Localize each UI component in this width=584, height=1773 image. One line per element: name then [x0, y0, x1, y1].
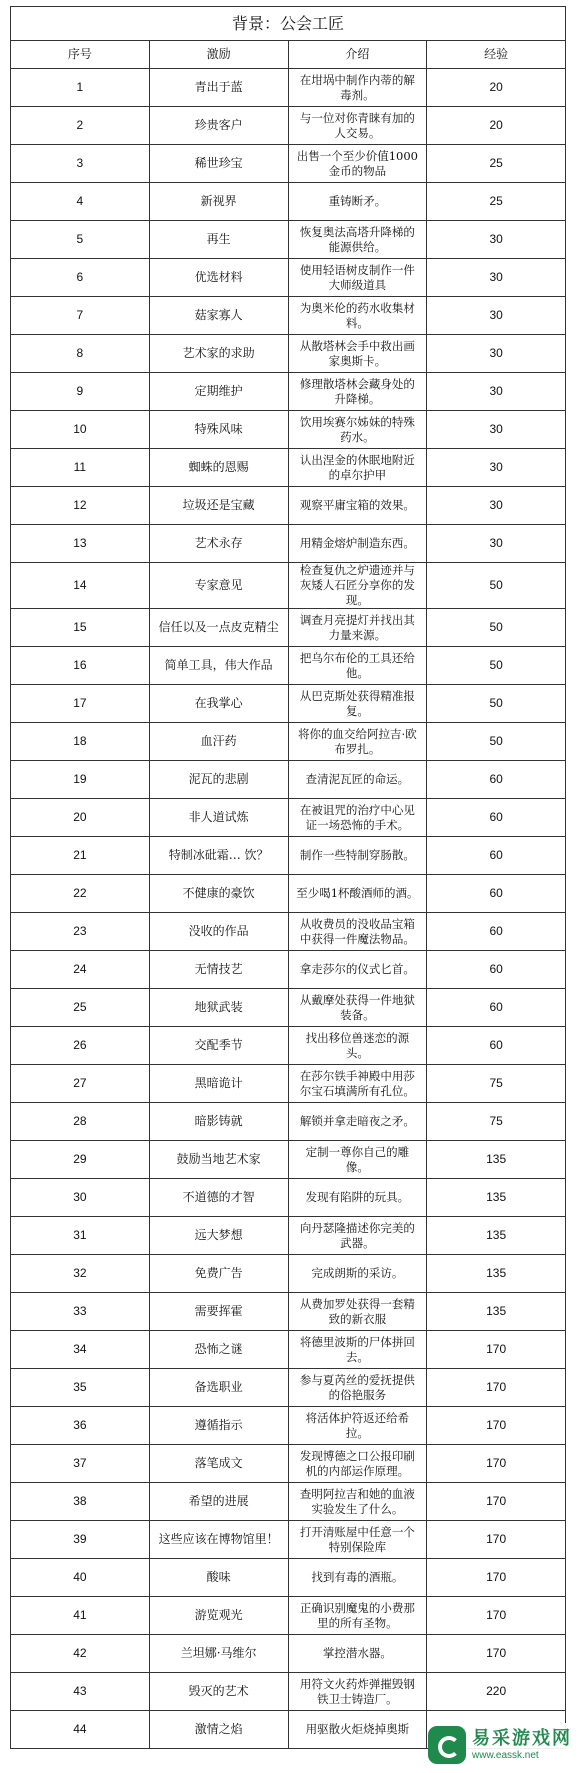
row-number: 37: [11, 1445, 150, 1483]
row-description: 把乌尔布伦的工具还给他。: [288, 647, 427, 685]
table-row: [11, 989, 566, 1027]
row-inspiration: 珍贵客户: [149, 107, 288, 145]
row-experience: 170: [427, 1407, 566, 1445]
row-inspiration: 非人道试炼: [149, 799, 288, 837]
table-row: [11, 951, 566, 989]
row-inspiration: 定期维护: [149, 373, 288, 411]
row-experience: 135: [427, 1255, 566, 1293]
row-experience: 135: [427, 1141, 566, 1179]
row-number: 2: [11, 107, 150, 145]
row-experience: 75: [427, 1103, 566, 1141]
row-experience: 60: [427, 989, 566, 1027]
row-experience: 30: [427, 221, 566, 259]
row-inspiration: 特制冰砒霜… 饮？: [149, 837, 288, 875]
header-experience: 经验: [427, 41, 566, 69]
row-inspiration: 优选材料: [149, 259, 288, 297]
row-number: 5: [11, 221, 150, 259]
data-sheet: [10, 6, 566, 1749]
row-number: 15: [11, 609, 150, 647]
row-inspiration: 兰坦娜·马维尔: [149, 1635, 288, 1673]
row-inspiration: 激情之焰: [149, 1711, 288, 1749]
row-inspiration: 鼓励当地艺术家: [149, 1141, 288, 1179]
row-number: 42: [11, 1635, 150, 1673]
row-experience: 170: [427, 1635, 566, 1673]
row-number: 24: [11, 951, 150, 989]
row-inspiration: 垃圾还是宝藏: [149, 487, 288, 525]
table-row: [11, 69, 566, 107]
table-row: [11, 1483, 566, 1521]
table-row: [11, 1597, 566, 1635]
header-inspiration: 激励: [149, 41, 288, 69]
row-experience: 170: [427, 1369, 566, 1407]
row-inspiration: 不道德的才智: [149, 1179, 288, 1217]
row-inspiration: 远大梦想: [149, 1217, 288, 1255]
row-description: 制作一些特制穿肠散。: [288, 837, 427, 875]
row-experience: 50: [427, 723, 566, 761]
table-row: [11, 563, 566, 609]
row-number: 16: [11, 647, 150, 685]
row-number: 44: [11, 1711, 150, 1749]
row-experience: 135: [427, 1217, 566, 1255]
row-inspiration: 交配季节: [149, 1027, 288, 1065]
row-number: 38: [11, 1483, 150, 1521]
row-description: 用驱散火炬烧掉奥斯: [288, 1711, 427, 1749]
table-row: [11, 685, 566, 723]
table-row: [11, 1369, 566, 1407]
row-description: 将你的血交给阿拉吉·欧布罗扎。: [288, 723, 427, 761]
row-description: 从收费员的没收品宝箱中获得一件魔法物品。: [288, 913, 427, 951]
table-row: [11, 525, 566, 563]
table-row: [11, 221, 566, 259]
row-number: 23: [11, 913, 150, 951]
row-experience: 60: [427, 913, 566, 951]
row-number: 3: [11, 145, 150, 183]
row-description: 观察平庸宝箱的效果。: [288, 487, 427, 525]
row-number: 35: [11, 1369, 150, 1407]
row-inspiration: 恐怖之谜: [149, 1331, 288, 1369]
row-description: 与一位对你青睐有加的人交易。: [288, 107, 427, 145]
row-inspiration: 菇家寡人: [149, 297, 288, 335]
row-description: 发现有陷阱的玩具。: [288, 1179, 427, 1217]
brand-logo-icon: [428, 1726, 466, 1764]
row-number: 30: [11, 1179, 150, 1217]
row-number: 36: [11, 1407, 150, 1445]
row-number: 39: [11, 1521, 150, 1559]
row-description: 定制一尊你自己的雕像。: [288, 1141, 427, 1179]
row-description: 找到有毒的酒瓶。: [288, 1559, 427, 1597]
row-experience: 25: [427, 183, 566, 221]
row-experience: 30: [427, 411, 566, 449]
table-row: [11, 107, 566, 145]
row-experience: 50: [427, 609, 566, 647]
row-description: 发现博德之口公报印刷机的内部运作原理。: [288, 1445, 427, 1483]
table-row: [11, 373, 566, 411]
row-number: 22: [11, 875, 150, 913]
row-experience: 60: [427, 1027, 566, 1065]
row-number: 7: [11, 297, 150, 335]
row-description: 检查复仇之炉遗迹并与灰矮人石匠分享你的发现。: [288, 563, 427, 609]
row-experience: 170: [427, 1331, 566, 1369]
row-experience: 170: [427, 1597, 566, 1635]
row-inspiration: 泥瓦的悲剧: [149, 761, 288, 799]
table-row: [11, 487, 566, 525]
row-inspiration: 蜘蛛的恩赐: [149, 449, 288, 487]
row-inspiration: 艺术家的求助: [149, 335, 288, 373]
row-number: 8: [11, 335, 150, 373]
row-experience: 135: [427, 1293, 566, 1331]
row-experience: 30: [427, 335, 566, 373]
row-inspiration: 特殊风味: [149, 411, 288, 449]
row-number: 41: [11, 1597, 150, 1635]
row-inspiration: 这些应该在博物馆里！: [149, 1521, 288, 1559]
row-inspiration: 在我掌心: [149, 685, 288, 723]
row-description: 使用轻语树皮制作一件大师级道具: [288, 259, 427, 297]
table-row: [11, 449, 566, 487]
guild-artisan-table: [10, 6, 566, 1749]
row-experience: 30: [427, 487, 566, 525]
row-inspiration: 酸味: [149, 1559, 288, 1597]
header-row: [11, 41, 566, 69]
row-inspiration: 暗影铸就: [149, 1103, 288, 1141]
row-inspiration: 地狱武装: [149, 989, 288, 1027]
table-row: [11, 1331, 566, 1369]
table-row: [11, 1559, 566, 1597]
table-row: [11, 1521, 566, 1559]
row-inspiration: 艺术永存: [149, 525, 288, 563]
row-inspiration: 专家意见: [149, 563, 288, 609]
row-number: 33: [11, 1293, 150, 1331]
row-number: 43: [11, 1673, 150, 1711]
row-number: 27: [11, 1065, 150, 1103]
row-description: 完成朗斯的采访。: [288, 1255, 427, 1293]
row-experience: 60: [427, 837, 566, 875]
row-inspiration: 新视界: [149, 183, 288, 221]
row-description: 解锁并拿走暗夜之矛。: [288, 1103, 427, 1141]
row-inspiration: 毁灭的艺术: [149, 1673, 288, 1711]
row-experience: 30: [427, 373, 566, 411]
row-description: 恢复奥法高塔升降梯的能源供给。: [288, 221, 427, 259]
row-description: 从巴克斯处获得精准报复。: [288, 685, 427, 723]
row-inspiration: 不健康的豪饮: [149, 875, 288, 913]
row-description: 将活体护符返还给希拉。: [288, 1407, 427, 1445]
table-row: [11, 259, 566, 297]
row-description: 调查月亮提灯并找出其力量来源。: [288, 609, 427, 647]
site-watermark: [428, 1723, 578, 1767]
row-experience: 170: [427, 1521, 566, 1559]
row-number: 17: [11, 685, 150, 723]
table-row: [11, 761, 566, 799]
row-experience: 30: [427, 525, 566, 563]
row-description: 查明阿拉吉和她的血液实验发生了什么。: [288, 1483, 427, 1521]
row-description: 正确识别魔鬼的小费那里的所有圣物。: [288, 1597, 427, 1635]
row-number: 10: [11, 411, 150, 449]
header-number: 序号: [11, 41, 150, 69]
row-experience: 30: [427, 449, 566, 487]
row-number: 34: [11, 1331, 150, 1369]
row-experience: 170: [427, 1445, 566, 1483]
table-row: [11, 1217, 566, 1255]
row-description: 从戴摩处获得一件地狱装备。: [288, 989, 427, 1027]
row-number: 20: [11, 799, 150, 837]
row-inspiration: 希望的进展: [149, 1483, 288, 1521]
row-number: 25: [11, 989, 150, 1027]
table-row: [11, 1141, 566, 1179]
row-inspiration: 游览观光: [149, 1597, 288, 1635]
row-number: 11: [11, 449, 150, 487]
row-experience: 30: [427, 297, 566, 335]
row-inspiration: 没收的作品: [149, 913, 288, 951]
row-inspiration: 需要挥霍: [149, 1293, 288, 1331]
table-row: [11, 1407, 566, 1445]
row-inspiration: 落笔成文: [149, 1445, 288, 1483]
row-inspiration: 简单工具，伟大作品: [149, 647, 288, 685]
row-inspiration: 血汗药: [149, 723, 288, 761]
row-experience: 20: [427, 69, 566, 107]
table-row: [11, 411, 566, 449]
watermark-url: www.eassk.net: [472, 1750, 539, 1761]
row-number: 18: [11, 723, 150, 761]
row-description: 从散塔林会手中救出画家奥斯卡。: [288, 335, 427, 373]
table-row: [11, 875, 566, 913]
row-number: 12: [11, 487, 150, 525]
row-number: 1: [11, 69, 150, 107]
row-experience: 60: [427, 951, 566, 989]
table-row: [11, 335, 566, 373]
row-description: 用精金熔炉制造东西。: [288, 525, 427, 563]
table-row: [11, 913, 566, 951]
row-description: 掌控潜水器。: [288, 1635, 427, 1673]
row-description: 为奥米伦的药水收集材料。: [288, 297, 427, 335]
row-experience: 60: [427, 875, 566, 913]
watermark-brand: 易采游戏网: [472, 1728, 572, 1749]
table-row: [11, 1103, 566, 1141]
table-row: [11, 1179, 566, 1217]
row-experience: 75: [427, 1065, 566, 1103]
row-description: 向丹瑟隆描述你完美的武器。: [288, 1217, 427, 1255]
row-experience: 135: [427, 1179, 566, 1217]
row-inspiration: 信任以及一点皮克精尘: [149, 609, 288, 647]
row-inspiration: 免费广告: [149, 1255, 288, 1293]
row-number: 29: [11, 1141, 150, 1179]
row-description: 拿走莎尔的仪式匕首。: [288, 951, 427, 989]
row-description: 参与夏芮丝的爱抚提供的俗艳服务: [288, 1369, 427, 1407]
row-experience: 170: [427, 1483, 566, 1521]
row-description: 在坩埚中制作内蒂的解毒剂。: [288, 69, 427, 107]
table-row: [11, 183, 566, 221]
row-inspiration: 备选职业: [149, 1369, 288, 1407]
row-experience: 50: [427, 563, 566, 609]
row-experience: 220: [427, 1673, 566, 1711]
row-description: 出售一个至少价值1000金币的物品: [288, 145, 427, 183]
table-row: [11, 1255, 566, 1293]
row-experience: 170: [427, 1559, 566, 1597]
row-description: 重铸断矛。: [288, 183, 427, 221]
row-number: 21: [11, 837, 150, 875]
table-row: [11, 1635, 566, 1673]
row-description: 在莎尔铁手神殿中用莎尔宝石填满所有孔位。: [288, 1065, 427, 1103]
row-description: 查清泥瓦匠的命运。: [288, 761, 427, 799]
row-description: 将德里波斯的尸体拼回去。: [288, 1331, 427, 1369]
row-inspiration: 青出于蓝: [149, 69, 288, 107]
row-experience: 30: [427, 259, 566, 297]
row-number: 19: [11, 761, 150, 799]
table-row: [11, 1065, 566, 1103]
row-experience: 50: [427, 647, 566, 685]
header-description: 介绍: [288, 41, 427, 69]
row-experience: 60: [427, 799, 566, 837]
row-description: 在被诅咒的治疗中心见证一场恐怖的手术。: [288, 799, 427, 837]
row-description: 打开清账屋中任意一个特别保险库: [288, 1521, 427, 1559]
table-row: [11, 1673, 566, 1711]
row-description: 修理散塔林会藏身处的升降梯。: [288, 373, 427, 411]
table-row: [11, 145, 566, 183]
table-row: [11, 1027, 566, 1065]
row-inspiration: 黑暗诡计: [149, 1065, 288, 1103]
row-number: 40: [11, 1559, 150, 1597]
table-title: 背景：公会工匠: [11, 7, 566, 41]
table-row: [11, 297, 566, 335]
row-inspiration: 遵循指示: [149, 1407, 288, 1445]
row-experience: 20: [427, 107, 566, 145]
row-number: 31: [11, 1217, 150, 1255]
row-description: 至少喝1杯酸酒师的酒。: [288, 875, 427, 913]
row-number: 14: [11, 563, 150, 609]
table-row: [11, 609, 566, 647]
row-number: 28: [11, 1103, 150, 1141]
row-number: 6: [11, 259, 150, 297]
row-description: 饮用埃赛尔姊妹的特殊药水。: [288, 411, 427, 449]
row-description: 认出涅金的休眠地附近的卓尔护甲: [288, 449, 427, 487]
row-number: 13: [11, 525, 150, 563]
table-row: [11, 723, 566, 761]
row-number: 9: [11, 373, 150, 411]
table-row: [11, 647, 566, 685]
row-inspiration: 再生: [149, 221, 288, 259]
table-row: [11, 837, 566, 875]
row-experience: 60: [427, 761, 566, 799]
row-description: 用符文火药炸弹摧毁钢铁卫士铸造厂。: [288, 1673, 427, 1711]
row-description: 从费加罗处获得一套精致的新衣服: [288, 1293, 427, 1331]
table-row: [11, 1445, 566, 1483]
row-inspiration: 无情技艺: [149, 951, 288, 989]
row-inspiration: 稀世珍宝: [149, 145, 288, 183]
row-number: 4: [11, 183, 150, 221]
row-experience: 25: [427, 145, 566, 183]
row-number: 32: [11, 1255, 150, 1293]
row-description: 找出移位兽迷恋的源头。: [288, 1027, 427, 1065]
row-number: 26: [11, 1027, 150, 1065]
table-row: [11, 1293, 566, 1331]
table-row: [11, 799, 566, 837]
row-experience: 50: [427, 685, 566, 723]
